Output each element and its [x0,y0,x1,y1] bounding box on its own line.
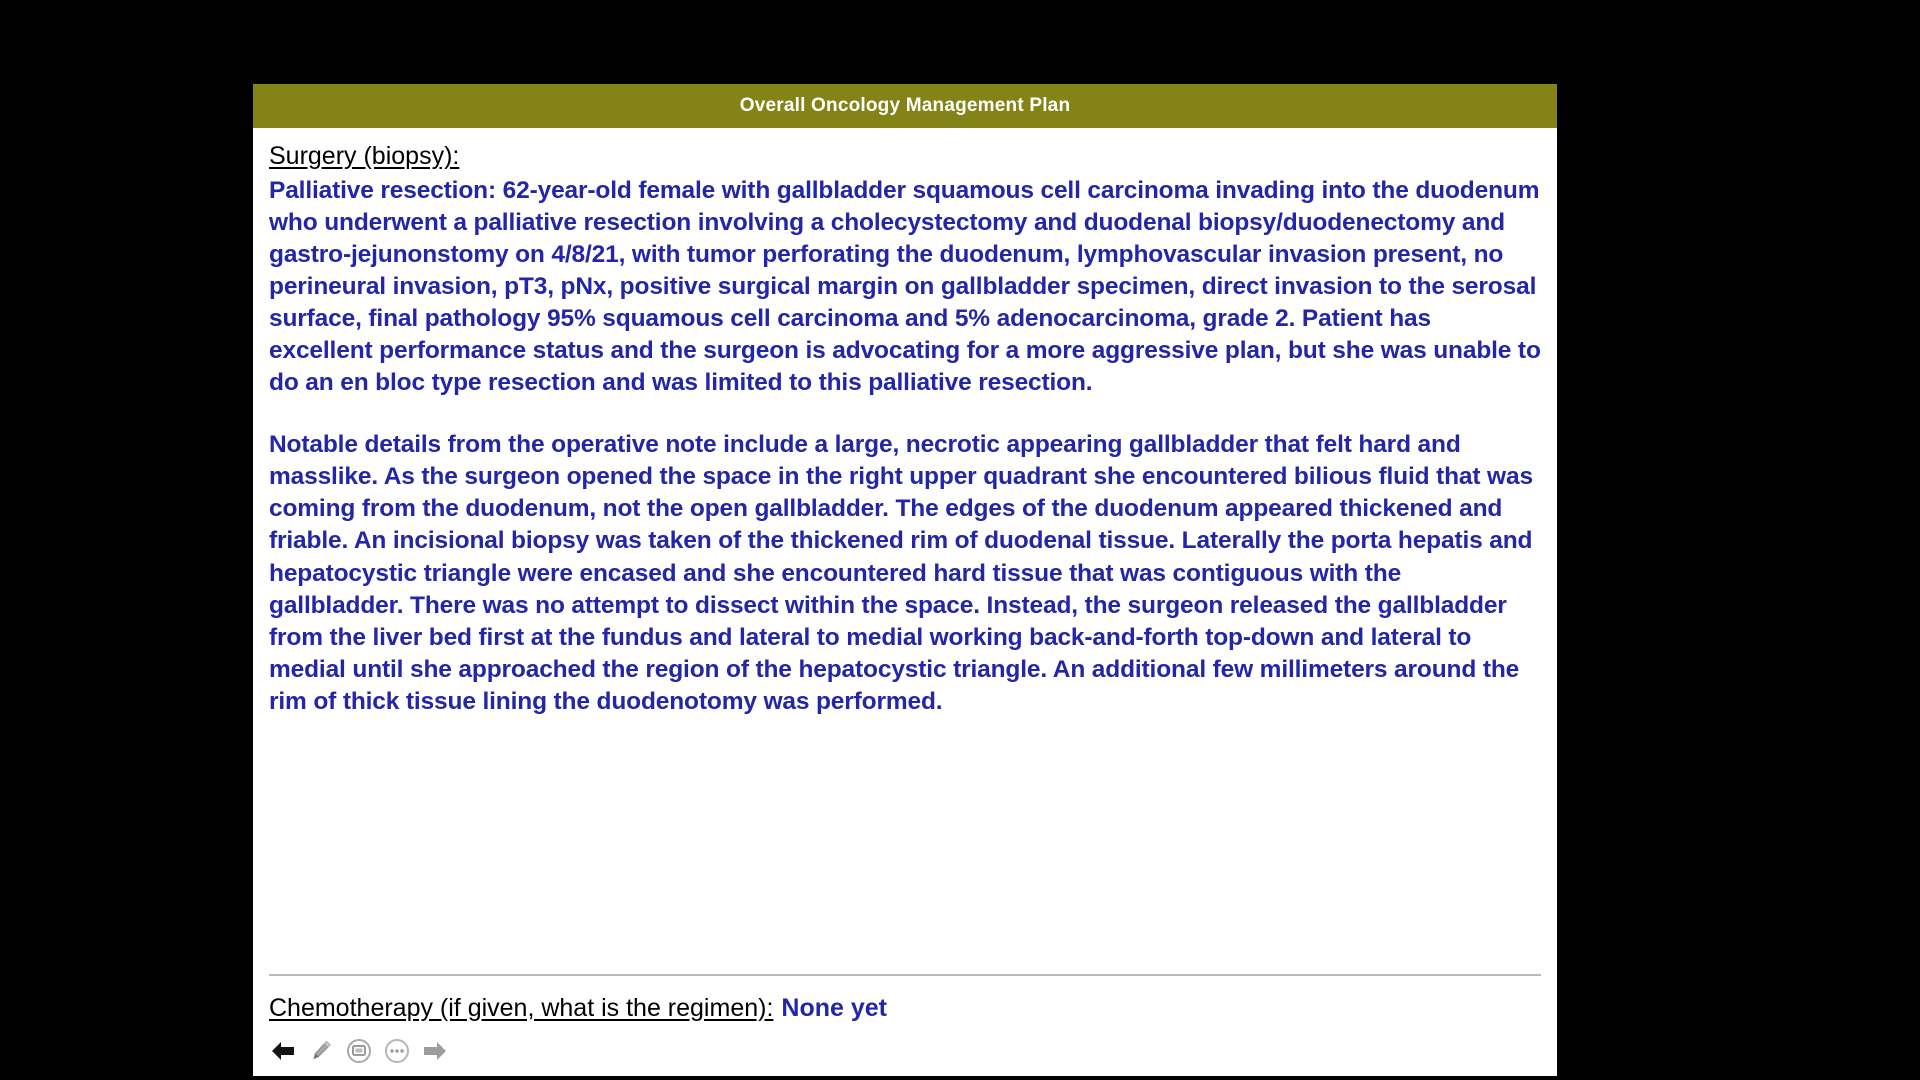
surgery-section [269,140,1541,718]
previous-slide-button[interactable] [269,1038,297,1066]
more-options-button[interactable] [383,1038,411,1066]
slide-title-bar [253,84,1557,128]
section-divider [269,974,1541,976]
bottom-edge-strip [0,1076,1920,1080]
pen-tool-button[interactable] [307,1038,335,1066]
slide-toolbar [269,1032,449,1072]
arrow-right-icon [422,1040,448,1065]
ellipsis-icon [384,1038,410,1067]
chemotherapy-section [253,974,1557,1025]
surgery-paragraph-2: Notable details from the operative note include a large, necrotic appearing gallbladder that felt hard and masslike. As the surgeon opened the space in the right upper quadrant she encountered bilious fluid that was coming from the duodenum, not the open gallbladder. The edges of the duodenum appeared thickened and friable. An incisional biopsy was taken of the thickened rim of duodenal tissue. Laterally the porta hepatis and hepatocystic triangle were encased and she encountered hard tissue that was contiguous with the gallbladder. There was no attempt to dissect within the space. Instead, the surgeon released the gallbladder from the liver bed first at the fundus and lateral to medial working back-and-forth top-down and lateral to medial until she approached the region of the hepatocystic triangle. An additional few millimeters around the rim of thick tissue lining the duodenotomy was performed. [269,431,1533,715]
pen-icon [309,1039,333,1066]
surgery-section-label: Surgery (biopsy): [269,142,460,170]
slide-title: Overall Oncology Management Plan [739,95,1071,116]
chemotherapy-value: None yet [781,993,887,1022]
paragraph-spacer [269,399,1541,429]
chemotherapy-section-label: Chemotherapy (if given, what is the regimen): [269,993,774,1022]
surgery-paragraph-1: Palliative resection: 62-year-old female with gallbladder squamous cell carcinoma invading into the duodenum who underwent a palliative resection involving a cholecystectomy and duodenal biopsy/duodenectomy and gastro-jejunonstomy on 4/8/21, with tumor perforating the duodenum, lymphovascular invasion present, no perineural invasion, pT3, pNx, positive surgical margin on gallbladder specimen, direct invasion to the serosal surface, final pathology 95% squamous cell carcinoma and 5% adenocarcinoma, grade 2. Patient has excellent performance status and the surgeon is advocating for a more aggressive plan, but she was unable to do an en bloc type resection and was limited to this palliative resection. [269,176,1541,397]
chemotherapy-line [269,992,1541,1025]
slide-screen-icon [346,1038,372,1067]
slide-panel [253,84,1557,1080]
slide-view-button[interactable] [345,1038,373,1066]
next-slide-button[interactable] [421,1038,449,1066]
slide-body [253,128,1557,1080]
arrow-left-icon [270,1040,296,1065]
